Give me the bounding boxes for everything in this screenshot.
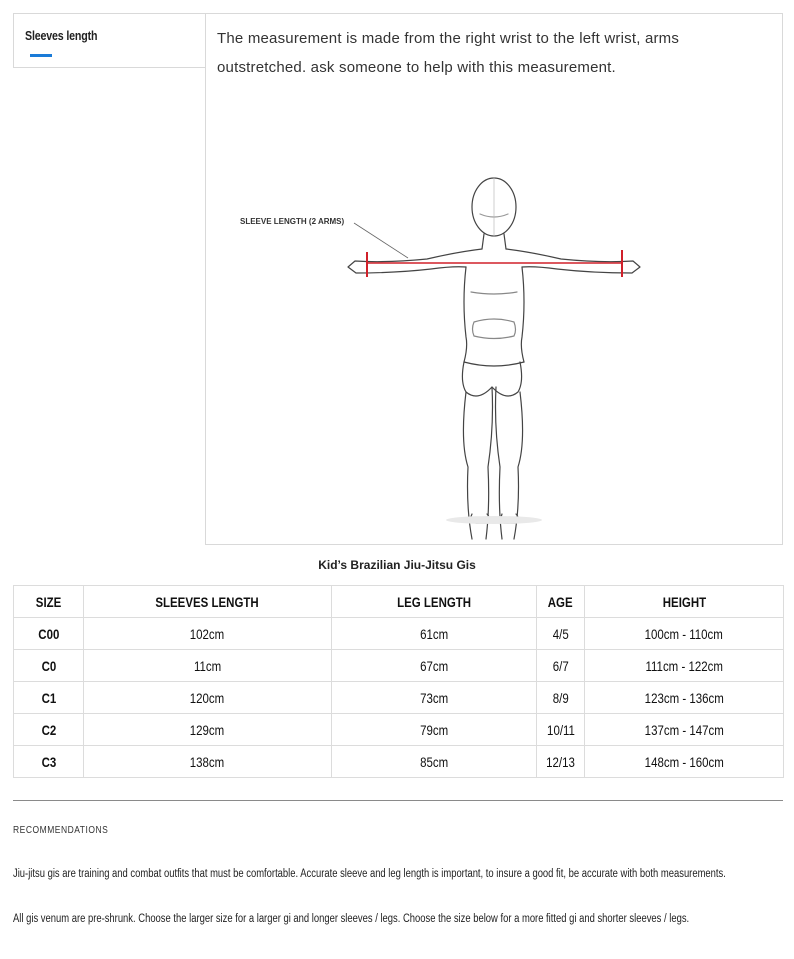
header-height: HEIGHT bbox=[585, 586, 784, 618]
header-leg-length: LEG LENGTH bbox=[332, 586, 537, 618]
cell-size: C1 bbox=[14, 682, 84, 714]
cell-size: C00 bbox=[14, 618, 84, 650]
child-body-illustration bbox=[240, 174, 636, 524]
table-row bbox=[14, 650, 784, 682]
cell-height: 148cm - 160cm bbox=[585, 746, 784, 778]
table-header-row bbox=[14, 586, 784, 618]
cell-sleeves: 120cm bbox=[84, 682, 332, 714]
recommendations-heading: RECOMMENDATIONS bbox=[13, 825, 109, 836]
header-age: AGE bbox=[537, 586, 585, 618]
recommendation-paragraph-1: Jiu-jitsu gis are training and combat outfits that must be comfortable. Accurate sleeve and leg length is important, to insure a good fit, be accurate with both measurements. bbox=[13, 868, 726, 880]
cell-sleeves: 11cm bbox=[84, 650, 332, 682]
header-sleeves-length: SLEEVES LENGTH bbox=[84, 586, 332, 618]
measurement-description: The measurement is made from the right wrist to the left wrist, arms outstretched. ask someone to help with this measurement. bbox=[217, 30, 680, 76]
table-title: Kid’s Brazilian Jiu-Jitsu Gis bbox=[318, 558, 476, 572]
cell-height: 137cm - 147cm bbox=[585, 714, 784, 746]
table-row bbox=[14, 682, 784, 714]
tab-active-indicator bbox=[30, 54, 52, 57]
cell-size: C0 bbox=[14, 650, 84, 682]
label-leader-line bbox=[354, 223, 408, 258]
measurement-panel bbox=[205, 13, 783, 545]
section-divider bbox=[13, 800, 783, 801]
cell-sleeves: 102cm bbox=[84, 618, 332, 650]
cell-leg: 67cm bbox=[332, 650, 537, 682]
cell-leg: 73cm bbox=[332, 682, 537, 714]
floor-shadow bbox=[446, 516, 542, 524]
cell-leg: 61cm bbox=[332, 618, 537, 650]
sleeve-length-label: SLEEVE LENGTH (2 ARMS) bbox=[240, 217, 345, 226]
recommendation-paragraph-2: All gis venum are pre-shrunk. Choose the larger size for a larger gi and longer sleeves / legs. Choose the size below for a more fitted gi and shorter sleeves / legs. bbox=[13, 913, 690, 925]
cell-sleeves: 129cm bbox=[84, 714, 332, 746]
cell-age: 8/9 bbox=[537, 682, 585, 714]
header-size: SIZE bbox=[14, 586, 84, 618]
cell-height: 100cm - 110cm bbox=[585, 618, 784, 650]
tab-label: Sleeves length bbox=[25, 28, 98, 43]
cell-age: 4/5 bbox=[537, 618, 585, 650]
cell-leg: 85cm bbox=[332, 746, 537, 778]
cell-size: C3 bbox=[14, 746, 84, 778]
cell-size: C2 bbox=[14, 714, 84, 746]
cell-height: 111cm - 122cm bbox=[585, 650, 784, 682]
cell-age: 10/11 bbox=[537, 714, 585, 746]
table-row bbox=[14, 714, 784, 746]
cell-height: 123cm - 136cm bbox=[585, 682, 784, 714]
cell-leg: 79cm bbox=[332, 714, 537, 746]
tab-sleeves-length[interactable] bbox=[13, 13, 205, 68]
table-row bbox=[14, 618, 784, 650]
size-chart-table bbox=[13, 585, 784, 778]
table-row bbox=[14, 746, 784, 778]
cell-age: 6/7 bbox=[537, 650, 585, 682]
cell-age: 12/13 bbox=[537, 746, 585, 778]
cell-sleeves: 138cm bbox=[84, 746, 332, 778]
